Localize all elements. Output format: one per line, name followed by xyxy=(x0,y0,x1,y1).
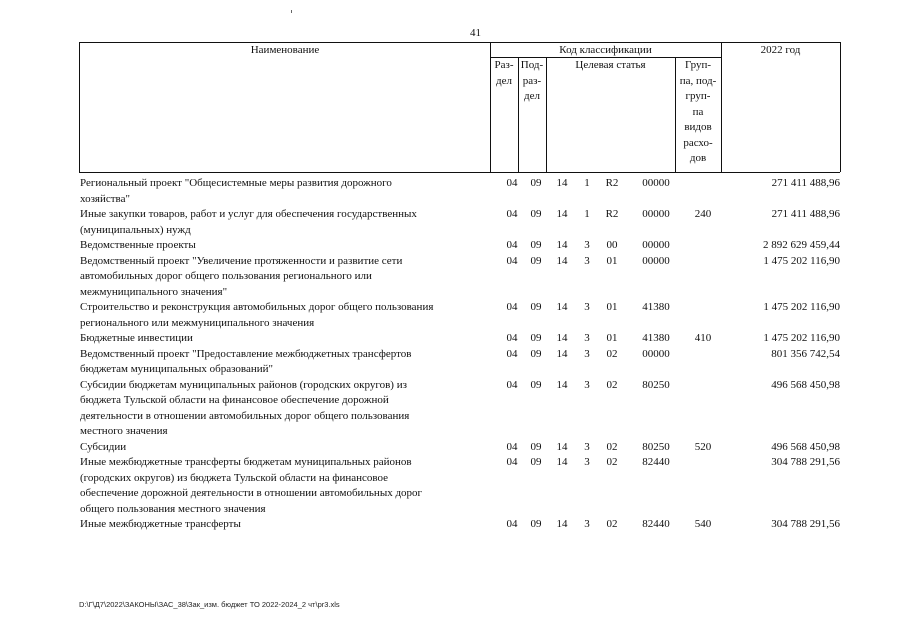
row-razdel: 04 xyxy=(506,456,518,468)
row-name-line: Субсидии xyxy=(80,440,127,453)
row-target-program: 14 xyxy=(556,456,568,468)
row-target-program: 14 xyxy=(556,332,568,344)
row-name xyxy=(80,331,485,347)
row-target-program: 14 xyxy=(556,301,568,313)
row-target-subprogram: 1 xyxy=(584,208,590,220)
row-expense-type: 520 xyxy=(694,440,712,453)
row-target-direction: 41380 xyxy=(642,332,670,344)
row-amount: 1 475 202 116,90 xyxy=(763,254,840,267)
row-name-line: Иные закупки товаров, работ и услуг для обеспечения государственных xyxy=(80,208,417,220)
row-razdel: 04 xyxy=(506,518,518,530)
row-target-direction: 82440 xyxy=(642,518,670,530)
row-target-subprogram: 3 xyxy=(584,456,590,468)
row-razdel: 04 xyxy=(506,177,518,189)
row-name-line: регионального или межмуниципального значения xyxy=(80,316,315,329)
row-name xyxy=(80,347,485,378)
row-name xyxy=(80,176,485,207)
row-target-program: 14 xyxy=(556,208,568,220)
row-name-line: бюджетам муниципальных образований" xyxy=(80,363,273,375)
row-amount: 1 475 202 116,90 xyxy=(763,301,840,313)
row-name-line: обеспечение дорожной деятельности в отношении автомобильных дорог xyxy=(80,487,423,499)
row-amount: 1 475 202 116,90 xyxy=(763,332,840,344)
row-name-line: Ведомственные проекты xyxy=(80,239,196,251)
row-expense-type: 540 xyxy=(694,518,712,530)
row-name-line: Региональный проект "Общесистемные меры развития дорожного xyxy=(80,177,392,189)
row-amount: 304 788 291,56 xyxy=(771,456,840,468)
row-name-line: местного значения xyxy=(80,425,168,437)
row-target-program: 14 xyxy=(556,440,568,453)
row-target-project: 01 xyxy=(606,332,618,344)
row-name-line: деятельности в отношении автомобильных дорог общего пользования xyxy=(80,409,410,422)
row-amount: 271 411 488,96 xyxy=(771,208,840,220)
row-target-direction: 41380 xyxy=(642,301,670,313)
row-name xyxy=(80,455,485,517)
row-name-line: Строительство и реконструкция автомобильных дорог общего пользования xyxy=(80,301,434,313)
row-target-direction: 82440 xyxy=(642,456,670,468)
row-target-subprogram: 1 xyxy=(584,177,590,189)
row-target-project: R2 xyxy=(605,177,619,189)
row-target-subprogram: 3 xyxy=(584,332,590,344)
header-group-line: Груп- xyxy=(684,59,712,71)
row-podrazdel: 09 xyxy=(530,332,542,344)
header-group xyxy=(675,58,721,167)
row-target-project: 01 xyxy=(606,254,618,267)
row-name-line: (городских округов) из бюджета Тульской области на финансовое xyxy=(80,471,389,484)
row-target-project: 02 xyxy=(606,378,618,391)
row-target-program: 14 xyxy=(556,518,568,530)
row-razdel: 04 xyxy=(506,347,518,360)
row-name-line: межмуниципального значения" xyxy=(80,285,228,298)
header-name: Наименование xyxy=(250,44,320,56)
row-target-project: 01 xyxy=(606,301,618,313)
header-year: 2022 год xyxy=(760,44,801,56)
header-razdel-line: дел xyxy=(496,74,512,87)
row-target-program: 14 xyxy=(556,239,568,251)
row-amount: 496 568 450,98 xyxy=(771,440,840,453)
header-group-line: видов xyxy=(684,121,712,133)
row-podrazdel: 09 xyxy=(530,239,542,251)
row-target-program: 14 xyxy=(556,347,568,360)
row-name-line: Иные межбюджетные трансферты бюджетам муниципальных районов xyxy=(80,456,412,468)
row-name xyxy=(80,378,485,440)
row-target-subprogram: 3 xyxy=(584,378,590,391)
header-podrazdel-line: раз- xyxy=(522,74,542,87)
row-podrazdel: 09 xyxy=(530,456,542,468)
row-name-line: хозяйства" xyxy=(80,192,130,205)
row-name xyxy=(80,440,485,456)
row-amount: 271 411 488,96 xyxy=(771,177,840,189)
row-razdel: 04 xyxy=(506,378,518,391)
row-razdel: 04 xyxy=(506,208,518,220)
row-target-program: 14 xyxy=(556,254,568,267)
row-name-line: Субсидии бюджетам муниципальных районов (городских округов) из xyxy=(80,378,407,391)
row-name-line: общего пользования местного значения xyxy=(80,502,266,515)
header-podrazdel-line: дел xyxy=(524,90,540,102)
header-group-line: дов xyxy=(689,152,707,164)
row-name-line: автомобильных дорог общего пользования регионального или xyxy=(80,270,372,282)
row-target-subprogram: 3 xyxy=(584,239,590,251)
row-target-direction: 00000 xyxy=(642,254,670,267)
row-target-direction: 00000 xyxy=(642,208,670,220)
row-expense-type: 410 xyxy=(694,332,712,344)
row-target-project: 02 xyxy=(606,440,618,453)
row-target-project: 00 xyxy=(606,239,618,251)
row-target-project: 02 xyxy=(606,518,618,530)
row-podrazdel: 09 xyxy=(530,440,542,453)
row-name-line: Бюджетные инвестиции xyxy=(80,332,193,344)
row-razdel: 04 xyxy=(506,440,518,453)
row-target-direction: 80250 xyxy=(642,378,670,391)
row-amount: 801 356 742,54 xyxy=(771,347,840,360)
header-group-line: груп- xyxy=(685,90,711,102)
row-name xyxy=(80,254,485,301)
row-target-program: 14 xyxy=(556,177,568,189)
row-podrazdel: 09 xyxy=(530,254,542,267)
file-path: D:\Г\Д7\2022\ЗАКОНЫ\ЗАС_38\Зак_изм. бюджет ТО 2022-2024_2 чт\pr3.xls xyxy=(79,600,340,609)
row-target-direction: 00000 xyxy=(642,239,670,251)
row-name xyxy=(80,238,485,254)
row-name xyxy=(80,207,485,238)
header-group-line: па xyxy=(692,105,704,118)
header-group-line: па, под- xyxy=(679,74,717,87)
row-podrazdel: 09 xyxy=(530,177,542,189)
row-name-line: бюджета Тульской области на финансовое обеспечение дорожной xyxy=(80,394,389,406)
row-name xyxy=(80,300,485,331)
row-amount: 304 788 291,56 xyxy=(771,518,840,530)
row-podrazdel: 09 xyxy=(530,378,542,391)
row-target-subprogram: 3 xyxy=(584,347,590,360)
row-podrazdel: 09 xyxy=(530,208,542,220)
row-target-program: 14 xyxy=(556,378,568,391)
row-razdel: 04 xyxy=(506,254,518,267)
header-razdel-line: Раз- xyxy=(494,59,514,71)
header-razdel xyxy=(490,58,518,89)
row-podrazdel: 09 xyxy=(530,301,542,313)
row-target-direction: 00000 xyxy=(642,177,670,189)
row-amount: 2 892 629 459,44 xyxy=(763,239,840,251)
row-razdel: 04 xyxy=(506,332,518,344)
row-name-line: (муниципальных) нужд xyxy=(80,223,191,236)
row-name-line: Ведомственный проект "Предоставление межбюджетных трансфертов xyxy=(80,347,412,360)
row-name-line: Ведомственный проект "Увеличение протяженности и развитие сети xyxy=(80,254,403,267)
row-target-subprogram: 3 xyxy=(584,518,590,530)
row-target-direction: 80250 xyxy=(642,440,670,453)
page-number: 41 xyxy=(470,27,481,39)
header-code-classification: Код классификации xyxy=(559,44,652,56)
row-target-subprogram: 3 xyxy=(584,440,590,453)
header-podrazdel-line: Под- xyxy=(520,59,544,71)
row-name xyxy=(80,517,485,533)
row-expense-type: 240 xyxy=(694,208,712,220)
header-podrazdel xyxy=(518,58,546,105)
row-target-project: R2 xyxy=(605,208,619,220)
header-target: Целевая статья xyxy=(575,59,646,71)
row-razdel: 04 xyxy=(506,301,518,313)
row-podrazdel: 09 xyxy=(530,347,542,360)
header-group-line: расхо- xyxy=(683,136,713,149)
scan-mark xyxy=(291,10,292,13)
row-name-line: Иные межбюджетные трансферты xyxy=(80,518,241,530)
row-razdel: 04 xyxy=(506,239,518,251)
row-target-subprogram: 3 xyxy=(584,301,590,313)
row-target-project: 02 xyxy=(606,456,618,468)
row-target-subprogram: 3 xyxy=(584,254,590,267)
row-target-project: 02 xyxy=(606,347,618,360)
row-podrazdel: 09 xyxy=(530,518,542,530)
row-target-direction: 00000 xyxy=(642,347,670,360)
row-amount: 496 568 450,98 xyxy=(771,378,840,391)
